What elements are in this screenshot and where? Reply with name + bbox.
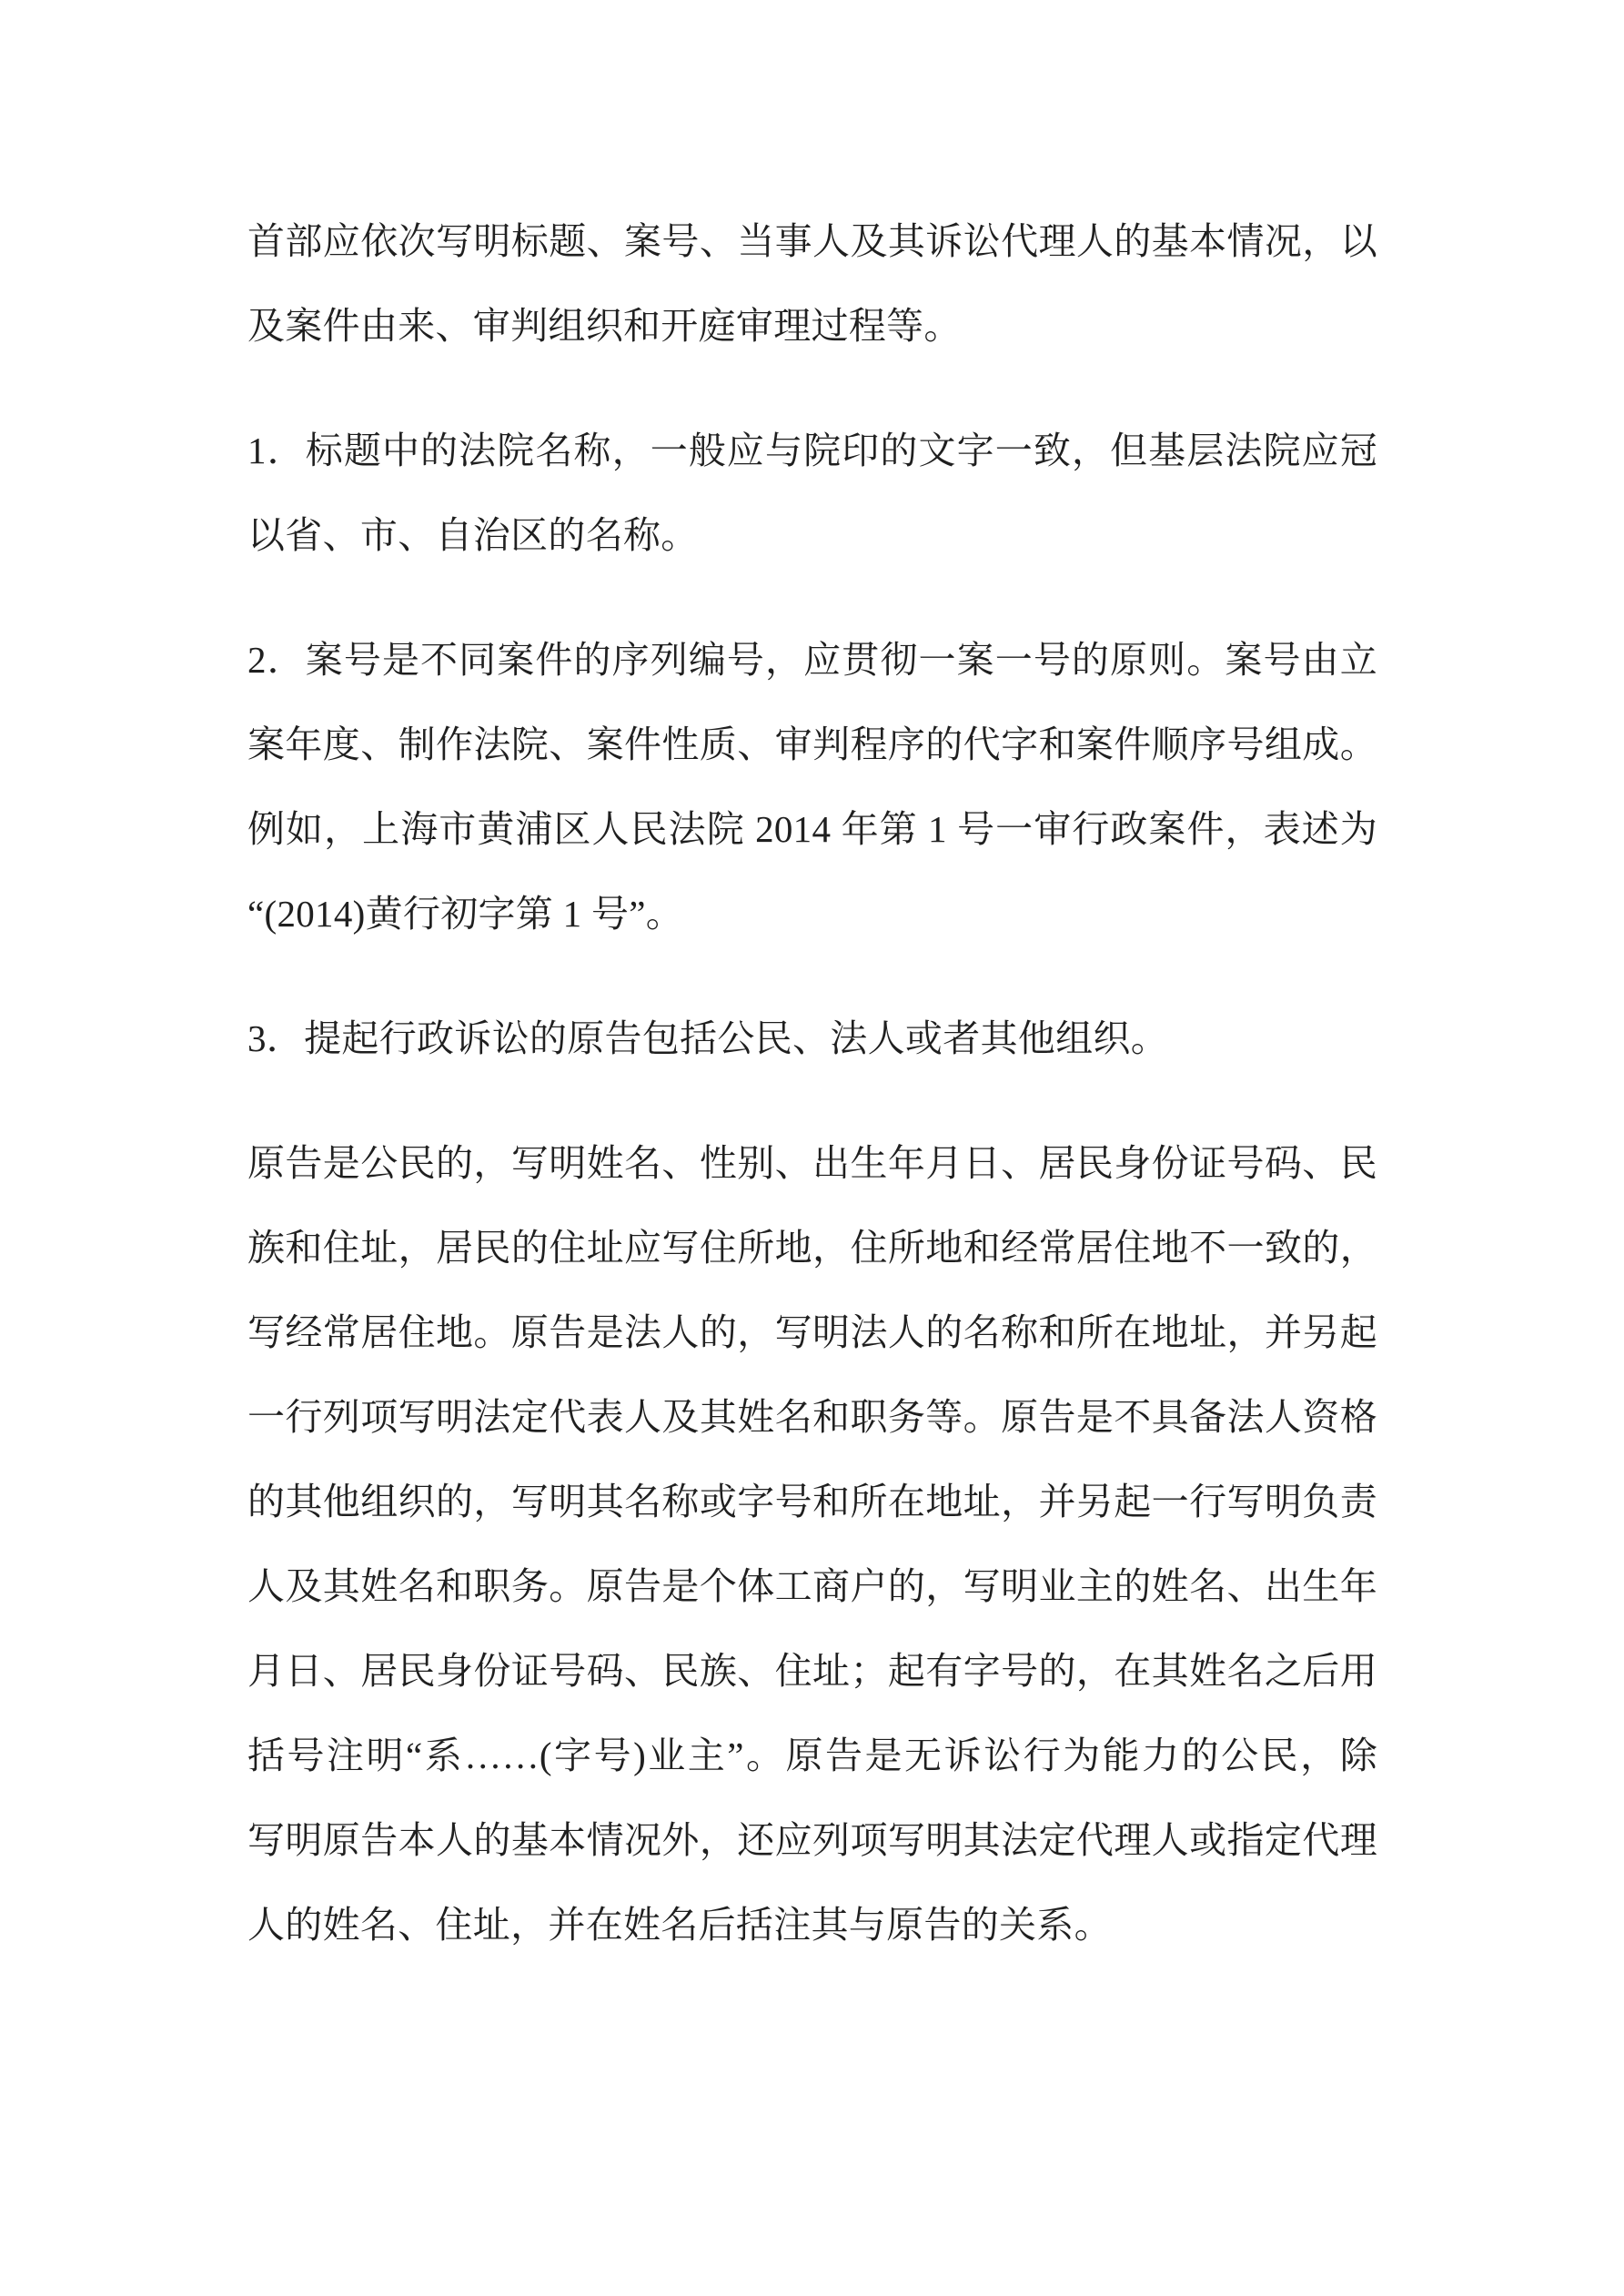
text-line: “(2014)黄行初字第 1 号”。 [247, 893, 684, 935]
text-line: 月日、居民身份证号码、民族、住址；起有字号的，在其姓名之后用 [247, 1650, 1377, 1692]
text-line: 1．标题中的法院名称，一般应与院印的文字一致，但基层法院应冠 [247, 430, 1377, 471]
paragraph-item-1-court-name [247, 409, 1377, 578]
text-line: 写经常居住地。原告是法人的，写明法人的名称和所在地址，并另起 [247, 1311, 1377, 1353]
text-line: 首部应依次写明标题、案号、当事人及其诉讼代理人的基本情况，以 [247, 220, 1377, 262]
paragraph-plaintiff-details [247, 1121, 1377, 1967]
paragraph-item-2-case-number [247, 618, 1377, 956]
text-line: 例如，上海市黄浦区人民法院 2014 年第 1 号一审行政案件，表述为 [247, 808, 1377, 850]
text-line: 以省、市、自治区的名称。 [247, 514, 699, 556]
text-line: 3．提起行政诉讼的原告包括公民、法人或者其他组织。 [247, 1017, 1168, 1059]
text-line: 一行列项写明法定代表人及其姓名和职务等。原告是不具备法人资格 [247, 1396, 1377, 1438]
text-line: 的其他组织的，写明其名称或字号和所在地址，并另起一行写明负责 [247, 1481, 1377, 1522]
document-body [247, 199, 1377, 2008]
text-line: 案年度、制作法院、案件性质、审判程序的代字和案件顺序号组成。 [247, 723, 1377, 765]
paragraph-item-3-plaintiff-types [247, 996, 1377, 1081]
text-line: 人的姓名、住址，并在姓名后括注其与原告的关系。 [247, 1904, 1112, 1946]
text-line: 族和住址，居民的住址应写住所地，住所地和经常居住地不一致的， [247, 1227, 1377, 1269]
text-line: 及案件由来、审判组织和开庭审理过程等。 [247, 305, 962, 347]
paragraph-header-intro [247, 199, 1377, 369]
text-line: 写明原告本人的基本情况外，还应列项写明其法定代理人或指定代理 [247, 1819, 1377, 1861]
text-line: 原告是公民的，写明姓名、性别、出生年月日、居民身份证号码、民 [247, 1142, 1377, 1184]
text-line: 人及其姓名和职务。原告是个体工商户的，写明业主的姓名、出生年 [247, 1565, 1377, 1607]
text-line: 2．案号是不同案件的序列编号，应贯彻一案一号的原则。案号由立 [247, 639, 1377, 681]
text-line: 括号注明“系……(字号)业主”。原告是无诉讼行为能力的公民，除 [247, 1735, 1377, 1776]
